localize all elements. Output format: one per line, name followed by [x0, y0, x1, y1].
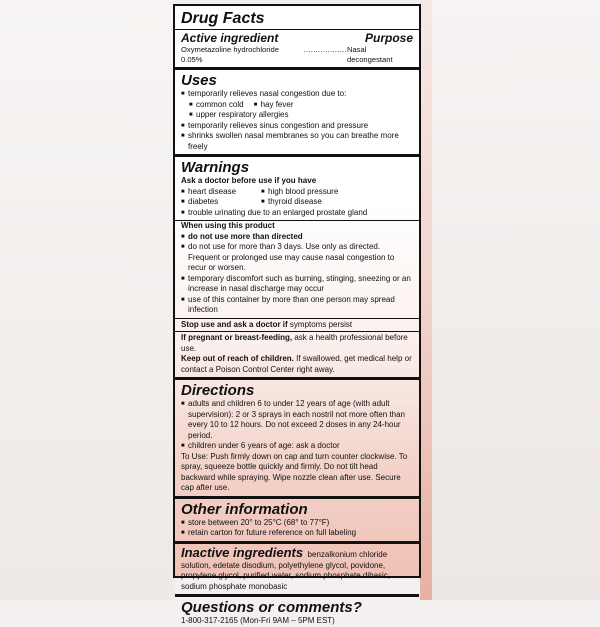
carton-side-strip [420, 0, 432, 600]
active-ingredient-heading: Active ingredient [181, 31, 279, 45]
other-information-heading: Other information [181, 500, 308, 518]
use-item: shrinks swollen nasal membranes so you can breathe more freely [188, 131, 399, 151]
inactive-ingredients-section [175, 544, 419, 595]
pregnancy-block [175, 332, 419, 377]
uses-section: Uses ■ temporarily relieves nasal congestion due to: ■ common cold ■ hay fever ■ upper respiratory allergies ■ temporarily relieves sinus congestion and pressure ■ shrinks swollen nasal membranes so you can breathe more freely [175, 70, 419, 154]
stop-use-text: symptoms persist [287, 319, 353, 329]
keep-out-text: If swallowed, get medical help or contact a Poison Control Center right away. [181, 354, 412, 374]
inactive-ingredients-text: benzalkonium chloride solution, edetate disodium, polyethylene glycol, povidone, propylene glycol, purified water, sodium phosphate dibasic, sodium phosphate monobasic [181, 549, 391, 591]
use-item: temporarily relieves sinus congestion and pressure [188, 120, 369, 130]
condition-item: heart disease [188, 186, 237, 196]
background-right [424, 0, 600, 600]
direction-item: adults and children 6 to under 12 years of age (with adult supervision): 2 or 3 sprays in each nostril not more often than every 10 to 12 hours. Do not exceed 2 doses in any 24-hour period. [188, 399, 405, 440]
use-subitem: common cold [196, 99, 244, 109]
inactive-ingredients-heading: Inactive ingredients [181, 544, 304, 560]
pregnancy-text: ask a health professional before use. [181, 333, 408, 353]
when-using-item: temporary discomfort such as burning, stinging, sneezing or an increase in nasal discharge may occur [188, 273, 411, 293]
warnings-section: Warnings Ask a doctor before use if you have ■ heart disease ■ high blood pressure ■ diabetes ■ thyroid disease ■ trouble urinating due to an enlarged prostate gland [175, 157, 419, 220]
stop-use-bold: Stop use and ask a doctor if [181, 319, 288, 329]
active-ingredient-section [175, 30, 419, 67]
when-using-heading: When using this product [181, 221, 275, 230]
pregnancy-bold: If pregnant or breast-feeding, [181, 333, 293, 342]
condition-item: trouble urinating due to an enlarged prostate gland [188, 207, 368, 217]
phone-hours: (Mon-Fri 9AM – 5PM EST) [237, 616, 335, 625]
to-use-text: To Use: Push firmly down on cap and turn counter clockwise. To spray, squeeze bottle quickly and firmly. Do not tilt head backward while spraying. Wipe nozzle clean after use. Secure cap after use. [181, 451, 408, 492]
when-using-item: use of this container by more than one person may spread infection [188, 294, 395, 314]
when-using-block: When using this product ■ do not use more than directed ■ do not use for more than 3 days. Use only as directed. Frequent or prolonged use may cause nasal congestion to recur or worsen. ■ temporary discomfort such as burning, stinging, sneezing or an increase in nasal discharge may occur ■ use of this container by more than one person may spread infection [175, 221, 419, 318]
stop-use-block [175, 319, 419, 332]
condition-item: diabetes [188, 197, 219, 206]
keep-out-bold: Keep out of reach of children. [181, 354, 294, 363]
when-using-item: do not use for more than 3 days. Use only as directed. Frequent or prolonged use may cause nasal congestion to recur or worsen. [188, 242, 395, 272]
questions-heading: Questions or comments? [181, 599, 362, 616]
condition-item: thyroid disease [268, 197, 322, 206]
other-info-item: store between 20° to 25°C (68° to 77°F) [188, 517, 330, 527]
active-ingredient-name: Oxymetazoline hydrochloride 0.05% [181, 45, 279, 64]
leader-dots: .................. [303, 45, 347, 54]
background-left [0, 0, 175, 600]
drug-facts-label [173, 4, 421, 625]
ask-doctor-heading: Ask a doctor before use if you have [181, 176, 317, 185]
condition-item: high blood pressure [268, 186, 339, 196]
direction-item: children under 6 years of age: ask a doctor [188, 441, 340, 450]
use-subitem: hay fever [260, 99, 294, 109]
phone-number: 1-800-317-2165 [181, 616, 238, 625]
other-information-section: Other information ■ store between 20° to 25°C (68° to 77°F) ■ retain carton for future reference on full labeling [175, 499, 419, 541]
use-subitem: upper respiratory allergies [196, 110, 289, 119]
directions-heading: Directions [181, 382, 255, 399]
drug-facts-title: Drug Facts [181, 10, 265, 27]
purpose-heading: Purpose [364, 31, 413, 45]
directions-section: Directions ■ adults and children 6 to under 12 years of age (with adult supervision): 2 or 3 sprays in each nostril not more often than every 10 to 12 hours. Do not exceed 2 doses in any 24-hour period. ■ children under 6 years of age: ask a doctor To Use: Push firmly down on cap and turn counter clockwise. To spray, squeeze bottle quickly and firmly. Do not tilt head backward while spraying. Wipe nozzle clean after use. Secure cap after use. [175, 380, 419, 496]
when-using-item: do not use more than directed [188, 231, 303, 241]
questions-section [175, 597, 419, 627]
warnings-heading: Warnings [181, 159, 250, 176]
active-ingredient-purpose: Nasal decongestant [346, 45, 393, 64]
uses-heading: Uses [181, 72, 217, 89]
other-info-item: retain carton for future reference on full labeling [188, 528, 357, 537]
use-item: temporarily relieves nasal congestion due to: [188, 89, 347, 98]
